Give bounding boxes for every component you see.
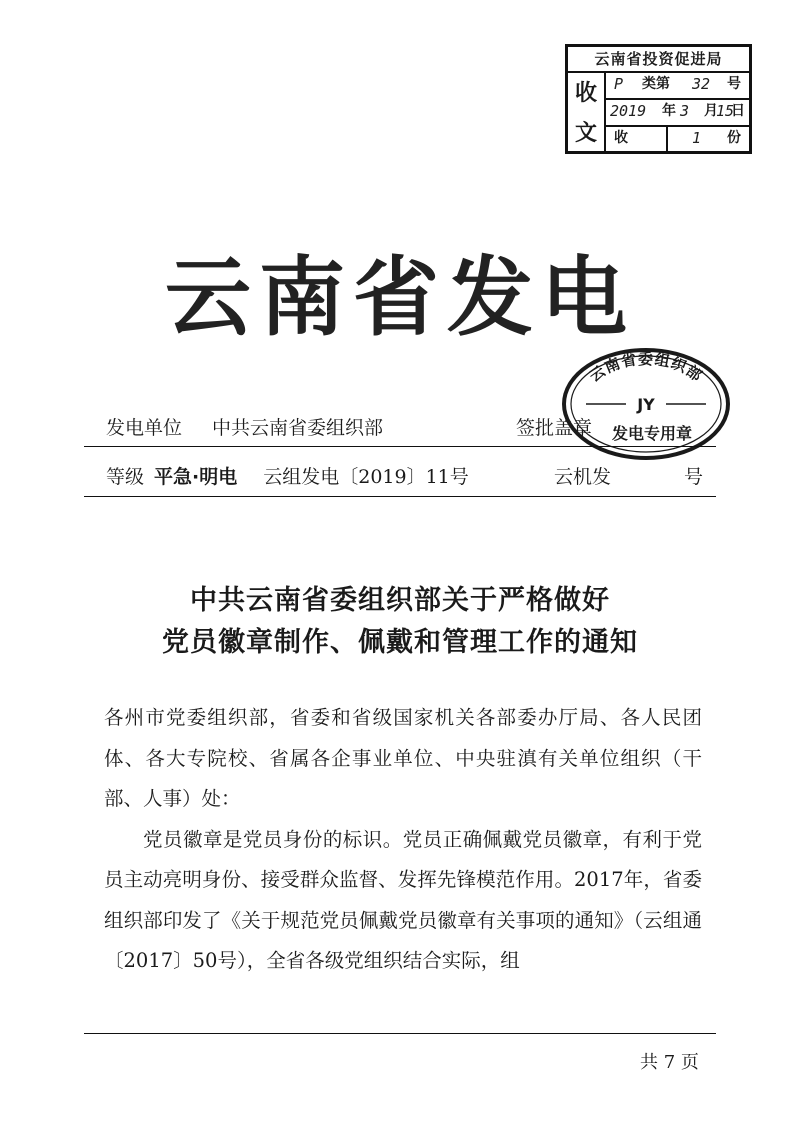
receipt-copies-handwritten: 1 [692,129,702,147]
receipt-stamp-title: 云南省投资促进局 [568,47,749,73]
official-seal-stamp [560,344,732,462]
body-paragraph-1: 党员徽章是党员身份的标识。党员正确佩戴党员徽章，有利于党员主动亮明身份、接受群众监督、发挥先锋模范作用。2017年，省委组织部印发了《关于规范党员佩戴党员徽章有关事项的通知》（云组通〔2017〕50号），全省各级党组织结合实际，组 [104,827,702,972]
receipt-side-char-1: 收 [574,80,597,106]
receipt-row-date [604,98,749,127]
machine-label: 云机发 [554,466,612,488]
receipt-copies-label: 收 [614,130,628,146]
document-body [104,698,702,982]
recipients-paragraph: 各州市党委组织部，省委和省级国家机关各部委办厅局、各人民团体、各大专院校、省属各企事业单位、中央驻滇有关单位组织（干部、人事）处： [104,706,702,810]
seal-top-text: 云南省委组织部 [585,350,707,386]
receipt-side-char-2: 文 [574,120,597,146]
receipt-number-unit: 号 [727,76,741,92]
receipt-row-copies [604,125,749,152]
receipt-stamp [565,44,752,154]
receipt-month-handwritten: 3 [680,102,690,120]
sender-label: 发电单位 [106,417,183,439]
sender-value: 中共云南省委组织部 [212,417,384,439]
footer-divider [84,1033,716,1034]
header-divider-2 [84,496,716,497]
receipt-day-handwritten: 15 [716,102,735,120]
machine-suffix: 号 [684,466,704,488]
header-divider-1 [84,446,716,447]
receipt-category-label: 类第 [642,76,670,92]
seal-bottom-text: 发电专用章 [611,424,693,443]
svg-text:云南省委组织部 [586,350,706,385]
receipt-row-category [604,71,749,100]
receipt-side-label [568,71,606,151]
receipt-year-unit: 年 [662,103,676,119]
document-number: 云组发电〔2019〕11号 [263,466,469,488]
receipt-category-handwritten: P [614,75,624,93]
receipt-number-handwritten: 32 [692,75,711,93]
sender-row [106,413,383,440]
document-title-line-2: 党员徽章制作、佩戴和管理工作的通知 [162,627,638,658]
sign-seal-label: 签批盖章 [516,417,593,439]
receipt-divider [666,125,668,152]
receipt-copies-unit: 份 [727,130,741,146]
document-title-line-1: 中共云南省委组织部关于严格做好 [190,585,610,616]
page-count: 共 7 页 [640,1052,699,1073]
seal-middle-text: JY [637,395,655,414]
level-value: 平急·明电 [154,466,238,488]
level-label: 等级 [106,466,145,488]
level-row [106,462,469,489]
receipt-month-unit: 月 [704,103,718,119]
telegram-header-title: 云南省发电 [165,248,635,348]
receipt-year-handwritten: 2019 [610,102,647,120]
receipt-day-unit: 日 [731,103,745,119]
